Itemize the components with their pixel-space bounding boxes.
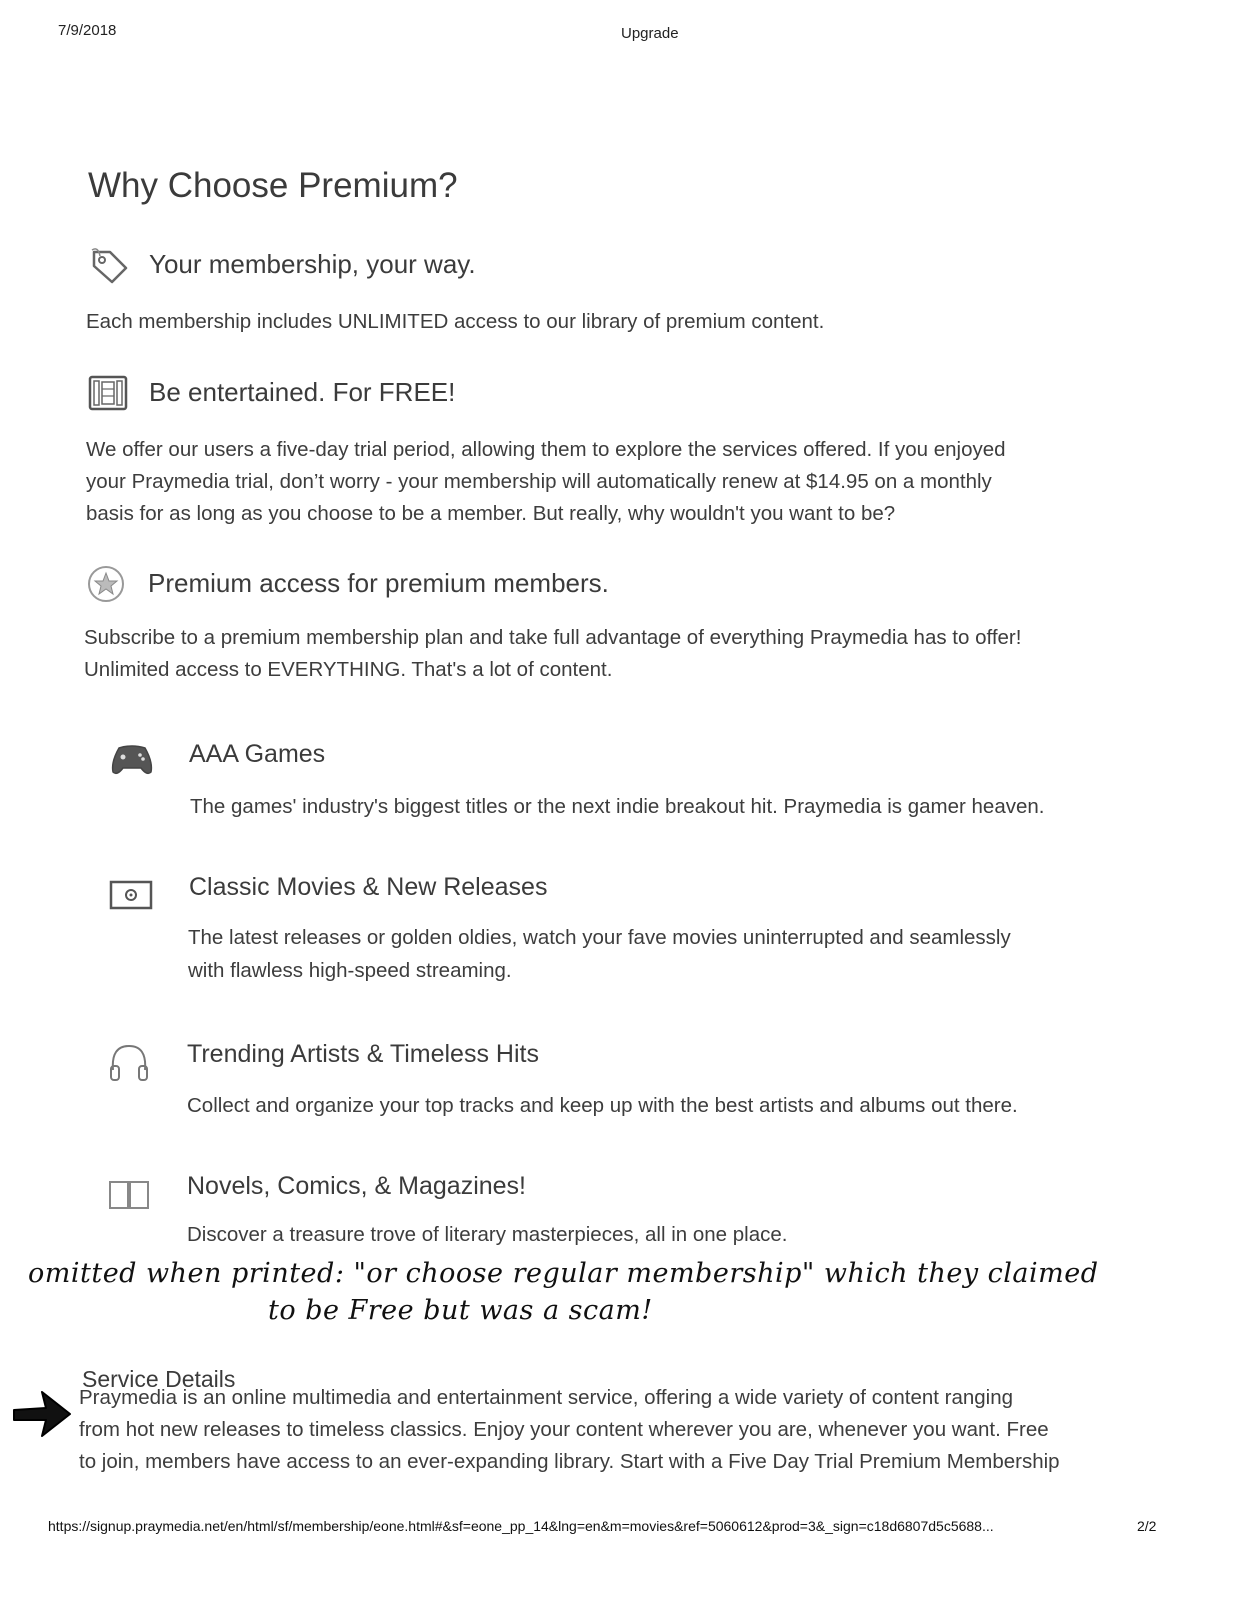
footer-url: https://signup.praymedia.net/en/html/sf/membership/eone.html#&sf=eone_pp_14&lng=en&m=movies&ref=5060612&prod=3&_sign=c18d6807d5c5688... bbox=[48, 1518, 994, 1534]
hand-drawn-arrow-icon bbox=[12, 1386, 72, 1447]
service-details-heading: Service Details bbox=[82, 1366, 236, 1392]
page-number: 2/2 bbox=[1137, 1518, 1157, 1534]
section-heading-membership: Your membership, your way. bbox=[149, 249, 476, 279]
section-heading-free-trial: Be entertained. For FREE! bbox=[149, 377, 456, 407]
star-icon bbox=[86, 564, 126, 609]
headphones-icon bbox=[107, 1040, 151, 1089]
feature-text-games: The games' industry's biggest titles or the next indie breakout hit. Praymedia is gamer heaven. bbox=[190, 795, 1045, 818]
tag-icon bbox=[88, 246, 130, 291]
feature-heading-books: Novels, Comics, & Magazines! bbox=[187, 1172, 527, 1200]
service-details-text: Praymedia is an online multimedia and entertainment service, offering a wide variety of content ranging from hot new releases to timeless classics. Enjoy your content wherever you are, whenever you want. Free to join, members have access to an ever-expanding library. Start with a Five Day Trial Premium Membership bbox=[79, 1386, 1060, 1473]
gamepad-icon bbox=[109, 744, 155, 783]
film-icon bbox=[88, 375, 128, 416]
handwritten-note-line-1: omitted when printed: "or choose regular membership" which they claimed bbox=[28, 1258, 1099, 1289]
feature-heading-games: AAA Games bbox=[189, 740, 326, 768]
handwritten-note-line-2: to be Free but was a scam! bbox=[268, 1295, 653, 1326]
feature-text-music: Collect and organize your top tracks and keep up with the best artists and albums out there. bbox=[187, 1094, 1018, 1117]
section-text-membership: Each membership includes UNLIMITED access to our library of premium content. bbox=[86, 310, 825, 333]
section-heading-premium-access: Premium access for premium members. bbox=[148, 568, 609, 598]
feature-heading-movies: Classic Movies & New Releases bbox=[189, 873, 548, 901]
book-icon bbox=[107, 1176, 151, 1217]
feature-text-movies: The latest releases or golden oldies, watch your fave movies uninterrupted and seamlessly with flawless high-speed streaming. bbox=[188, 926, 1011, 982]
print-title: Upgrade bbox=[621, 25, 679, 42]
section-text-free-trial: We offer our users a five-day trial period, allowing them to explore the services offered. If you enjoyed your Praymedia trial, don’t worry - your membership will automatically renew at $14.95 on a monthly basis for as long as you choose to be a member. But really, why wouldn't you want to be? bbox=[86, 438, 1006, 525]
page-title: Why Choose Premium? bbox=[88, 166, 458, 205]
print-date: 7/9/2018 bbox=[58, 22, 117, 39]
feature-text-books: Discover a treasure trove of literary masterpieces, all in one place. bbox=[187, 1223, 788, 1246]
movie-icon bbox=[109, 878, 153, 917]
section-text-premium-access: Subscribe to a premium membership plan and take full advantage of everything Praymedia has to offer! Unlimited access to EVERYTHING. That's a lot of content. bbox=[84, 626, 1022, 681]
feature-heading-music: Trending Artists & Timeless Hits bbox=[187, 1040, 539, 1068]
